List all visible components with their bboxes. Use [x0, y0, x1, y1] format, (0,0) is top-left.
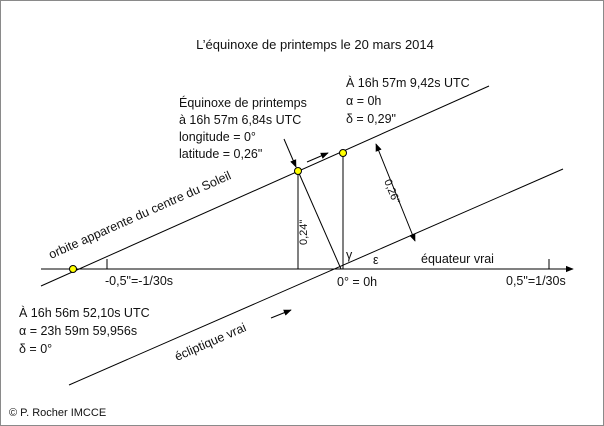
start-alpha: α = 23h 59m 59,956s [19, 324, 138, 338]
end-delta: δ = 0,29" [346, 112, 396, 126]
equinox-annotation [179, 95, 307, 161]
diagonal-measure: 0,26" [381, 177, 402, 206]
equinox-diagram [1, 1, 603, 425]
vertical-measure: 0,24" [298, 219, 310, 245]
tick-left-label: -0,5"=-1/30s [105, 274, 174, 288]
end-time: À 16h 57m 9,42s UTC [346, 76, 470, 90]
equinox-latitude: latitude = 0,26" [179, 147, 263, 161]
epsilon-label: ε [373, 253, 379, 267]
start-delta: δ = 0° [19, 342, 53, 356]
start-time: À 16h 56m 52,10s UTC [19, 306, 150, 320]
motion-arrow-bottom [271, 310, 291, 318]
end-point [340, 150, 347, 157]
equinox-time: à 16h 57m 6,84s UTC [179, 113, 302, 127]
tick-center-label: 0° = 0h [337, 275, 378, 289]
ecliptic-label: écliptique vrai [172, 320, 249, 364]
equinox-point [295, 168, 302, 175]
start-annotation [19, 305, 150, 356]
gamma-label: γ [346, 248, 353, 262]
copyright-text: © P. Rocher IMCCE [9, 407, 107, 419]
orbit-label: orbite apparente du centre du Soleil [46, 168, 234, 262]
tick-right-label: 0,5"=1/30s [506, 274, 566, 288]
diagram-title: L’équinoxe de printemps le 20 mars 2014 [196, 37, 434, 52]
end-alpha: α = 0h [346, 94, 382, 108]
motion-arrow-top [307, 153, 328, 162]
equinox-title: Équinoxe de printemps [179, 96, 307, 110]
equinox-leader [284, 139, 296, 167]
equator-label: équateur vrai [421, 252, 494, 266]
start-point [70, 266, 77, 273]
end-annotation [346, 75, 470, 126]
equinox-longitude: longitude = 0° [179, 130, 256, 144]
